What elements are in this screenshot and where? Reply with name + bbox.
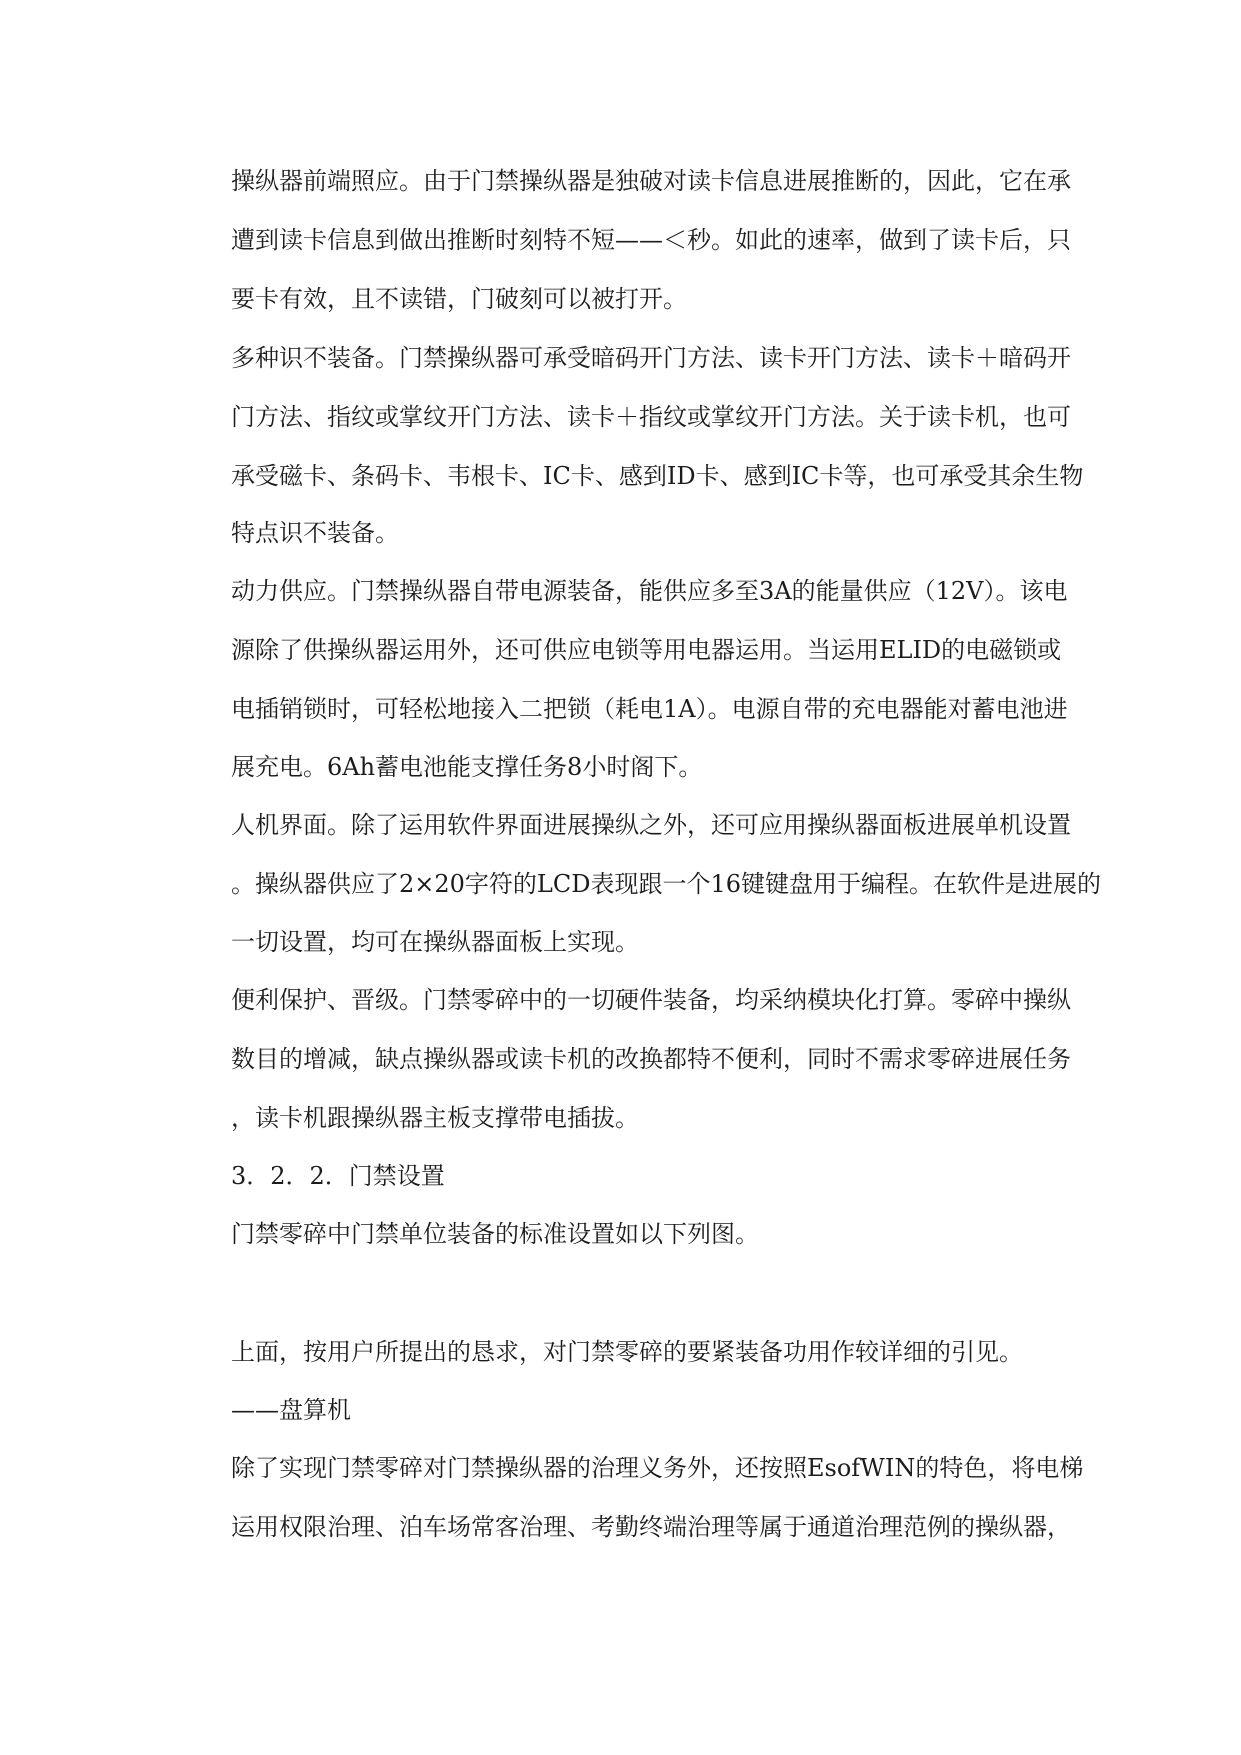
- text-line: 要卡有效，且不读错，门破刻可以被打开。: [231, 285, 687, 313]
- text-line: 动力供应。门禁操纵器自带电源装备，能供应多至3A的能量供应（12V）。该电: [231, 577, 1068, 605]
- section-heading: 3．2．2．门禁设置: [231, 1162, 445, 1190]
- subheading: ——盘算机: [231, 1396, 351, 1424]
- text-line: 遭到读卡信息到做出推断时刻特不短——＜秒。如此的速率，做到了读卡后，只: [231, 226, 1071, 254]
- text-line: 门方法、指纹或掌纹开门方法、读卡＋指纹或掌纹开门方法。关于读卡机，也可: [231, 403, 1071, 431]
- text-line: 电插销锁时，可轻松地接入二把锁（耗电1A）。电源自带的充电器能对蓄电池进: [231, 695, 1068, 723]
- text-line: 。操纵器供应了2×20字符的LCD表现跟一个16键键盘用于编程。在软件是进展的: [231, 870, 1101, 898]
- text-line: 多种识不装备。门禁操纵器可承受暗码开门方法、读卡开门方法、读卡＋暗码开: [231, 344, 1071, 372]
- text-line: 一切设置，均可在操纵器面板上实现。: [231, 928, 639, 956]
- text-line: 便利保护、晋级。门禁零碎中的一切硬件装备，均采纳模块化打算。零碎中操纵: [231, 986, 1071, 1014]
- text-line: ，读卡机跟操纵器主板支撑带电插拔。: [231, 1104, 639, 1132]
- text-line: 人机界面。除了运用软件界面进展操纵之外，还可应用操纵器面板进展单机设置: [231, 811, 1071, 839]
- text-line: 展充电。6Ah蓄电池能支撑任务8小时阁下。: [231, 753, 703, 781]
- text-line: 操纵器前端照应。由于门禁操纵器是独破对读卡信息进展推断的，因此，它在承: [231, 167, 1071, 195]
- text-line: 运用权限治理、泊车场常客治理、考勤终端治理等属于通道治理范例的操纵器，: [231, 1513, 1071, 1541]
- text-line: 门禁零碎中门禁单位装备的标准设置如以下列图。: [231, 1220, 759, 1248]
- text-line: 源除了供操纵器运用外，还可供应电锁等用电器运用。当运用ELID的电磁锁或: [231, 636, 1062, 664]
- text-line: 承受磁卡、条码卡、韦根卡、IC卡、感到ID卡、感到IC卡等，也可承受其余生物: [231, 462, 1084, 490]
- text-line: 数目的增减，缺点操纵器或读卡机的改换都特不便利，同时不需求零碎进展任务: [231, 1045, 1071, 1073]
- text-line: 特点识不装备。: [231, 519, 399, 547]
- text-line: 上面，按用户所提出的恳求，对门禁零碎的要紧装备功用作较详细的引见。: [231, 1338, 1023, 1366]
- text-line: 除了实现门禁零碎对门禁操纵器的治理义务外，还按照EsofWIN的特色，将电梯: [231, 1454, 1084, 1482]
